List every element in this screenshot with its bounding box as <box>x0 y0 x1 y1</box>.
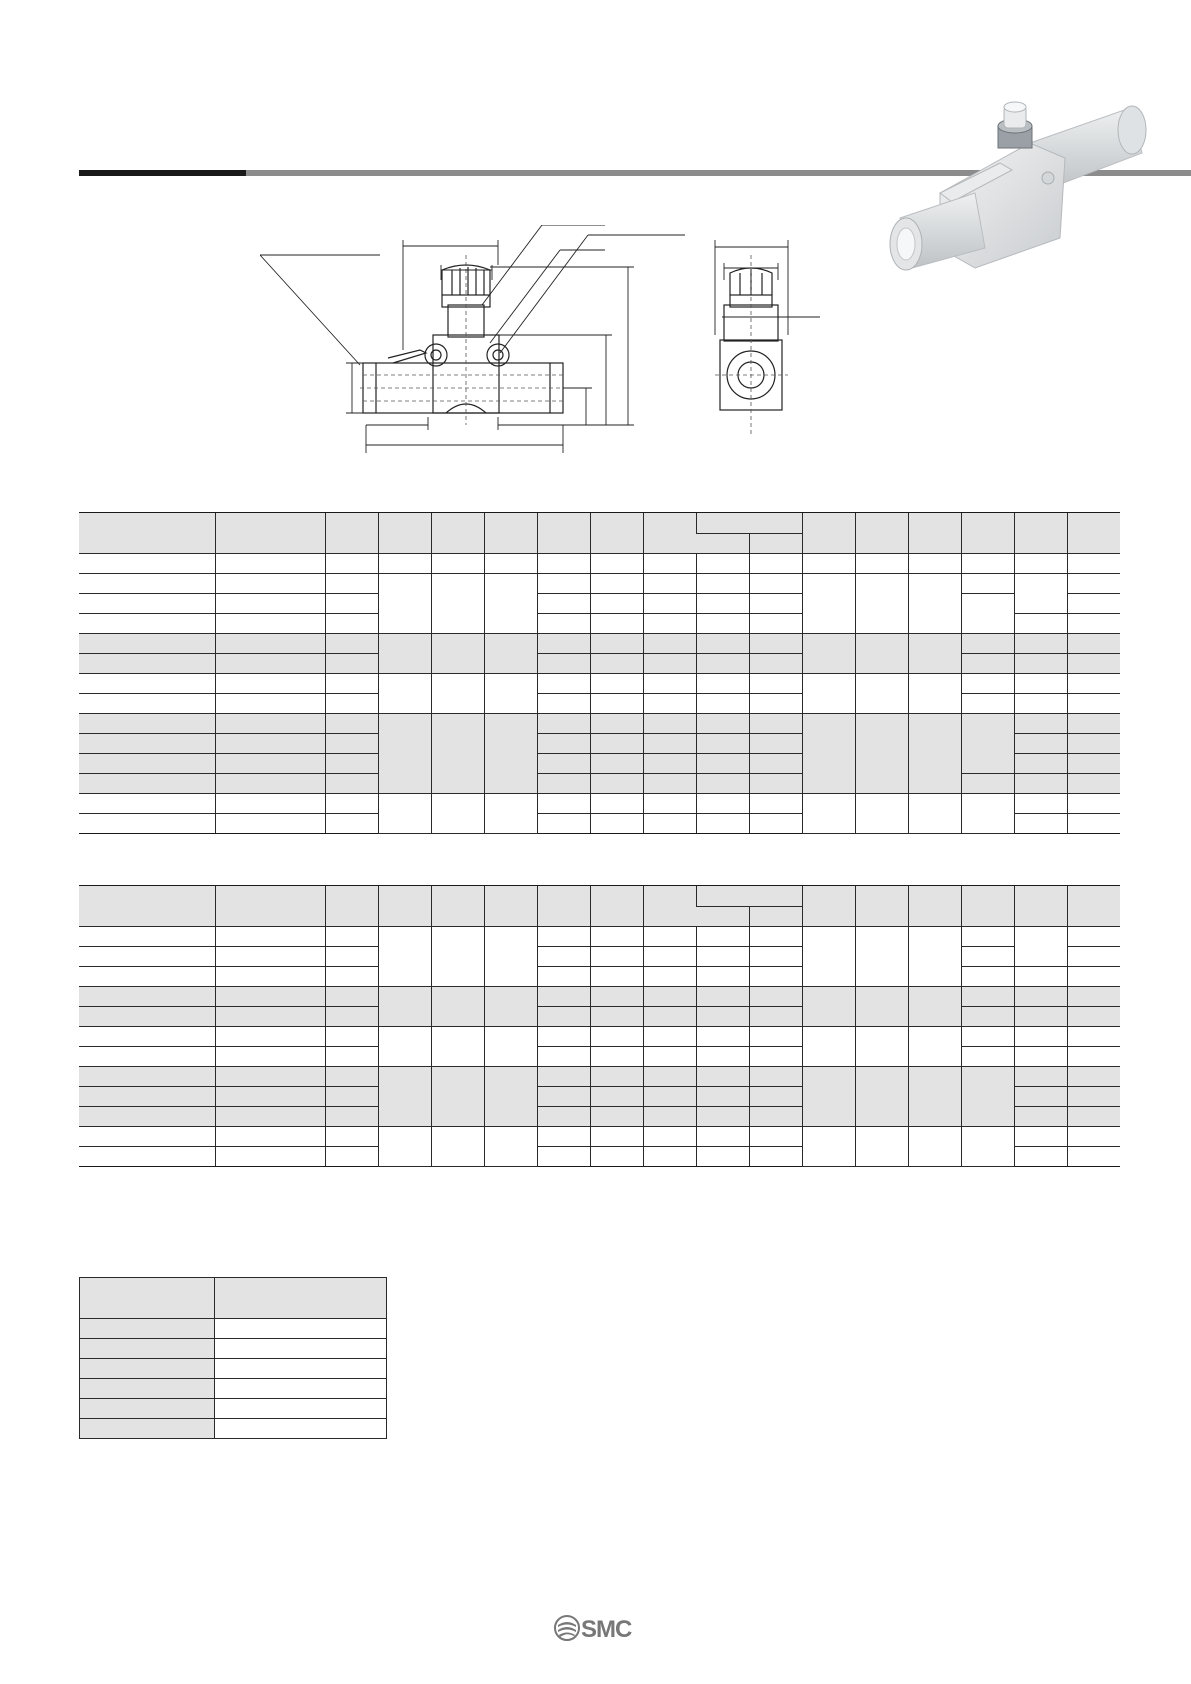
front-body <box>363 363 563 413</box>
table-row <box>80 1419 387 1439</box>
table-row <box>80 1319 387 1339</box>
dimension-table-2 <box>79 885 1120 1167</box>
smc-logo <box>554 1613 638 1643</box>
table-row <box>80 1379 387 1399</box>
table-row <box>79 1047 1120 1067</box>
table-row <box>79 967 1120 987</box>
table-row <box>79 554 1120 574</box>
table-row <box>79 694 1120 714</box>
table-header-row <box>79 513 1120 534</box>
table-row <box>79 1007 1120 1027</box>
table-row <box>80 1339 387 1359</box>
table-row <box>80 1399 387 1419</box>
table-row <box>79 987 1120 1007</box>
table-row <box>79 654 1120 674</box>
dimension-table-1 <box>79 512 1120 834</box>
table-row <box>79 714 1120 734</box>
logo-text: SMC <box>581 1616 632 1643</box>
table-row <box>79 674 1120 694</box>
table-header-row <box>79 886 1120 907</box>
table-header-row <box>80 1278 387 1319</box>
table-row <box>79 947 1120 967</box>
product-photo <box>880 98 1160 278</box>
table-row <box>79 634 1120 654</box>
table-row <box>79 774 1120 794</box>
table-row <box>79 794 1120 814</box>
small-spec-table <box>79 1277 387 1439</box>
table-row <box>80 1359 387 1379</box>
table-row <box>79 574 1120 594</box>
table-row <box>79 594 1120 614</box>
table-row <box>79 1027 1120 1047</box>
table-row <box>79 927 1120 947</box>
dimension-drawing <box>260 225 900 485</box>
header-rule-dark <box>79 170 246 176</box>
table-row <box>79 1127 1120 1147</box>
table-row <box>79 1067 1120 1087</box>
